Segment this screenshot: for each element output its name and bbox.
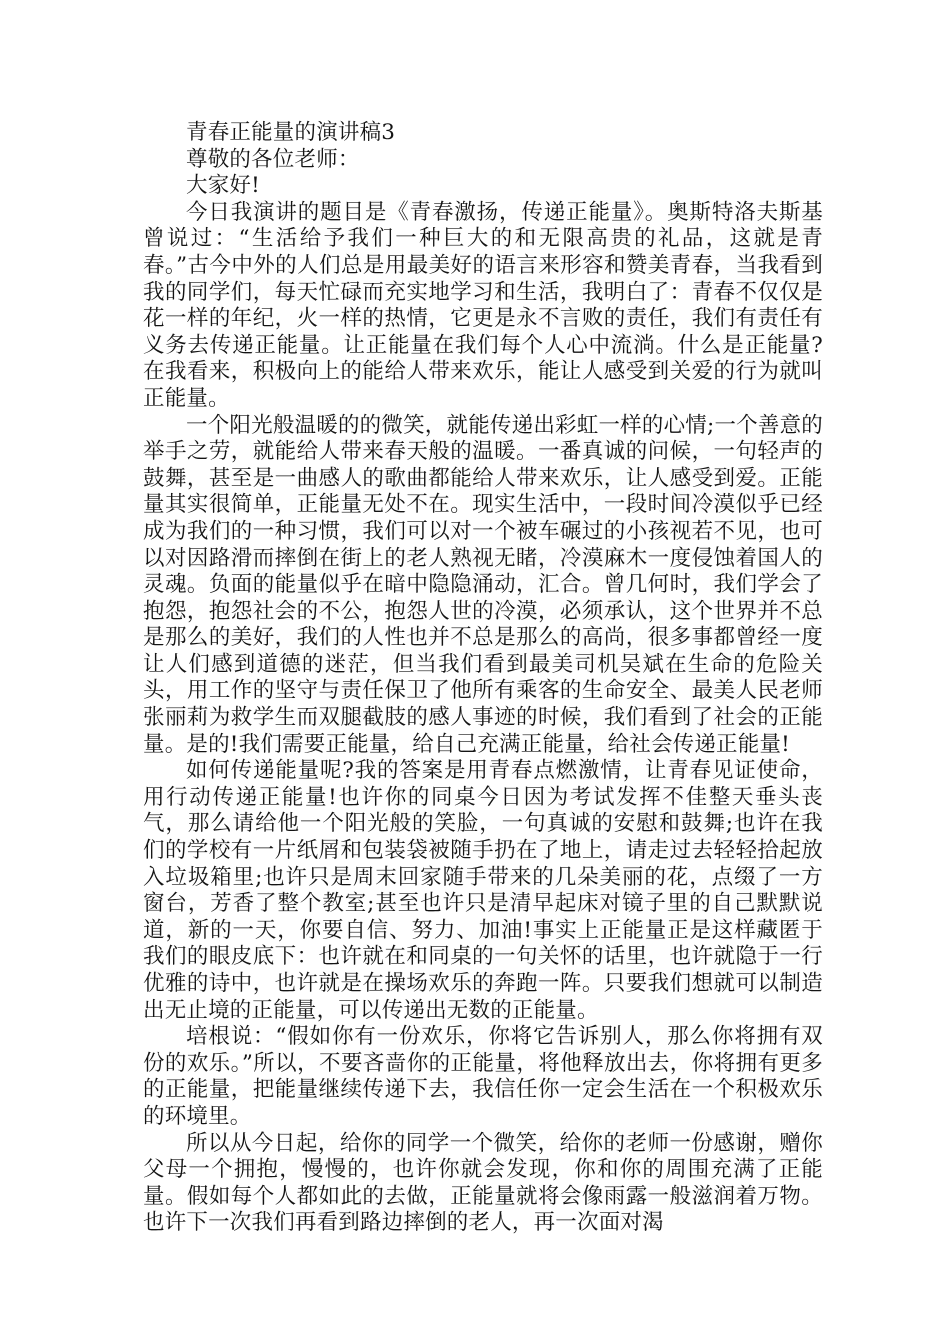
salutation: 尊敬的各位老师： bbox=[186, 146, 360, 172]
greeting: 大家好! bbox=[186, 173, 260, 199]
document-title: 青春正能量的演讲稿3 bbox=[186, 120, 396, 145]
paragraph-2: 一个阳光般温暖的的微笑，就能传递出彩虹一样的心情;一个善意的举手之劳，就能给人带来春天般的温暖。一番真诚的问候，一句轻声的鼓舞，甚至是一曲感人的歌曲都能给人带来欢乐，让人感受到爱。正能量其实很简单，正能量无处不在。现实生活中，一段时间冷漠似乎已经成为我们的一种习惯，我们可以对一个被车碾过的小孩视若不见，也可以对因路滑而摔倒在街上的老人熟视无睹，冷漠麻木一度侵蚀着国人的灵魂。负面的能量似乎在暗中隐隐涌动，汇合。曾几何时，我们学会了抱怨，抱怨社会的不公，抱怨人世的冷漠，必须承认，这个世界并不总是那么的美好，我们的人性也并不总是那么的高尚，很多事都曾经一度让人们感到道德的迷茫，但当我们看到最美司机吴斌在生命的危险关头，用工作的坚守与责任保卫了他所有乘客的生命安全、最美人民老师张丽莉为救学生而双腿截肢的感人事迹的时候，我们看到了社会的正能量。是的!我们需要正能量，给自己充满正能量，给社会传递正能量! bbox=[143, 412, 823, 757]
paragraph-4: 培根说：“假如你有一份欢乐，你将它告诉别人，那么你将拥有双份的欢乐。”所以，不要吝啬你的正能量，将他释放出去，你将拥有更多的正能量，把能量继续传递下去，我信任你一定会生活在一个积极欢乐的环境里。 bbox=[143, 1024, 823, 1129]
paragraph-1: 今日我演讲的题目是《青春激扬，传递正能量》。奥斯特洛夫斯基曾说过：“生活给予我们一种巨大的和无限高贵的礼品，这就是青春。”古今中外的人们总是用最美好的语言来形容和赞美青春，当我看到我的同学们，每天忙碌而充实地学习和生活，我明白了：青春不仅仅是花一样的年纪，火一样的热情，它更是永不言败的责任，我们有责任有义务去传递正能量。让正能量在我们每个人心中流淌。什么是正能量?在我看来，积极向上的能给人带来欢乐，能让人感受到关爱的行为就叫正能量。 bbox=[143, 199, 823, 411]
speech-body bbox=[143, 120, 823, 1237]
paragraph-5: 所以从今日起，给你的同学一个微笑，给你的老师一份感谢，赠你父母一个拥抱，慢慢的，也许你就会发现，你和你的周围充满了正能量。假如每个人都如此的去做，正能量就将会像雨露一般滋润着万物。也许下一次我们再看到路边摔倒的老人，再一次面对渴 bbox=[143, 1130, 823, 1236]
paragraph-3: 如何传递能量呢?我的答案是用青春点燃激情，让青春见证使命，用行动传递正能量!也许你的同桌今日因为考试发挥不佳整天垂头丧气，那么请给他一个阳光般的笑脸，一句真诚的安慰和鼓舞;也许在我们的学校有一片纸屑和包装袋被随手扔在了地上，请走过去轻轻拾起放入垃圾箱里;也许只是周末回家随手带来的几朵美丽的花，点缀了一方窗台，芳香了整个教室;甚至也许只是清早起床对镜子里的自己默默说道，新的一天，你要自信、努力、加油!事实上正能量正是这样藏匿于我们的眼皮底下：也许就在和同桌的一句关怀的话里，也许就隐于一行优雅的诗中，也许就是在操场欢乐的奔跑一阵。只要我们想就可以制造出无止境的正能量，可以传递出无数的正能量。 bbox=[143, 758, 823, 1023]
